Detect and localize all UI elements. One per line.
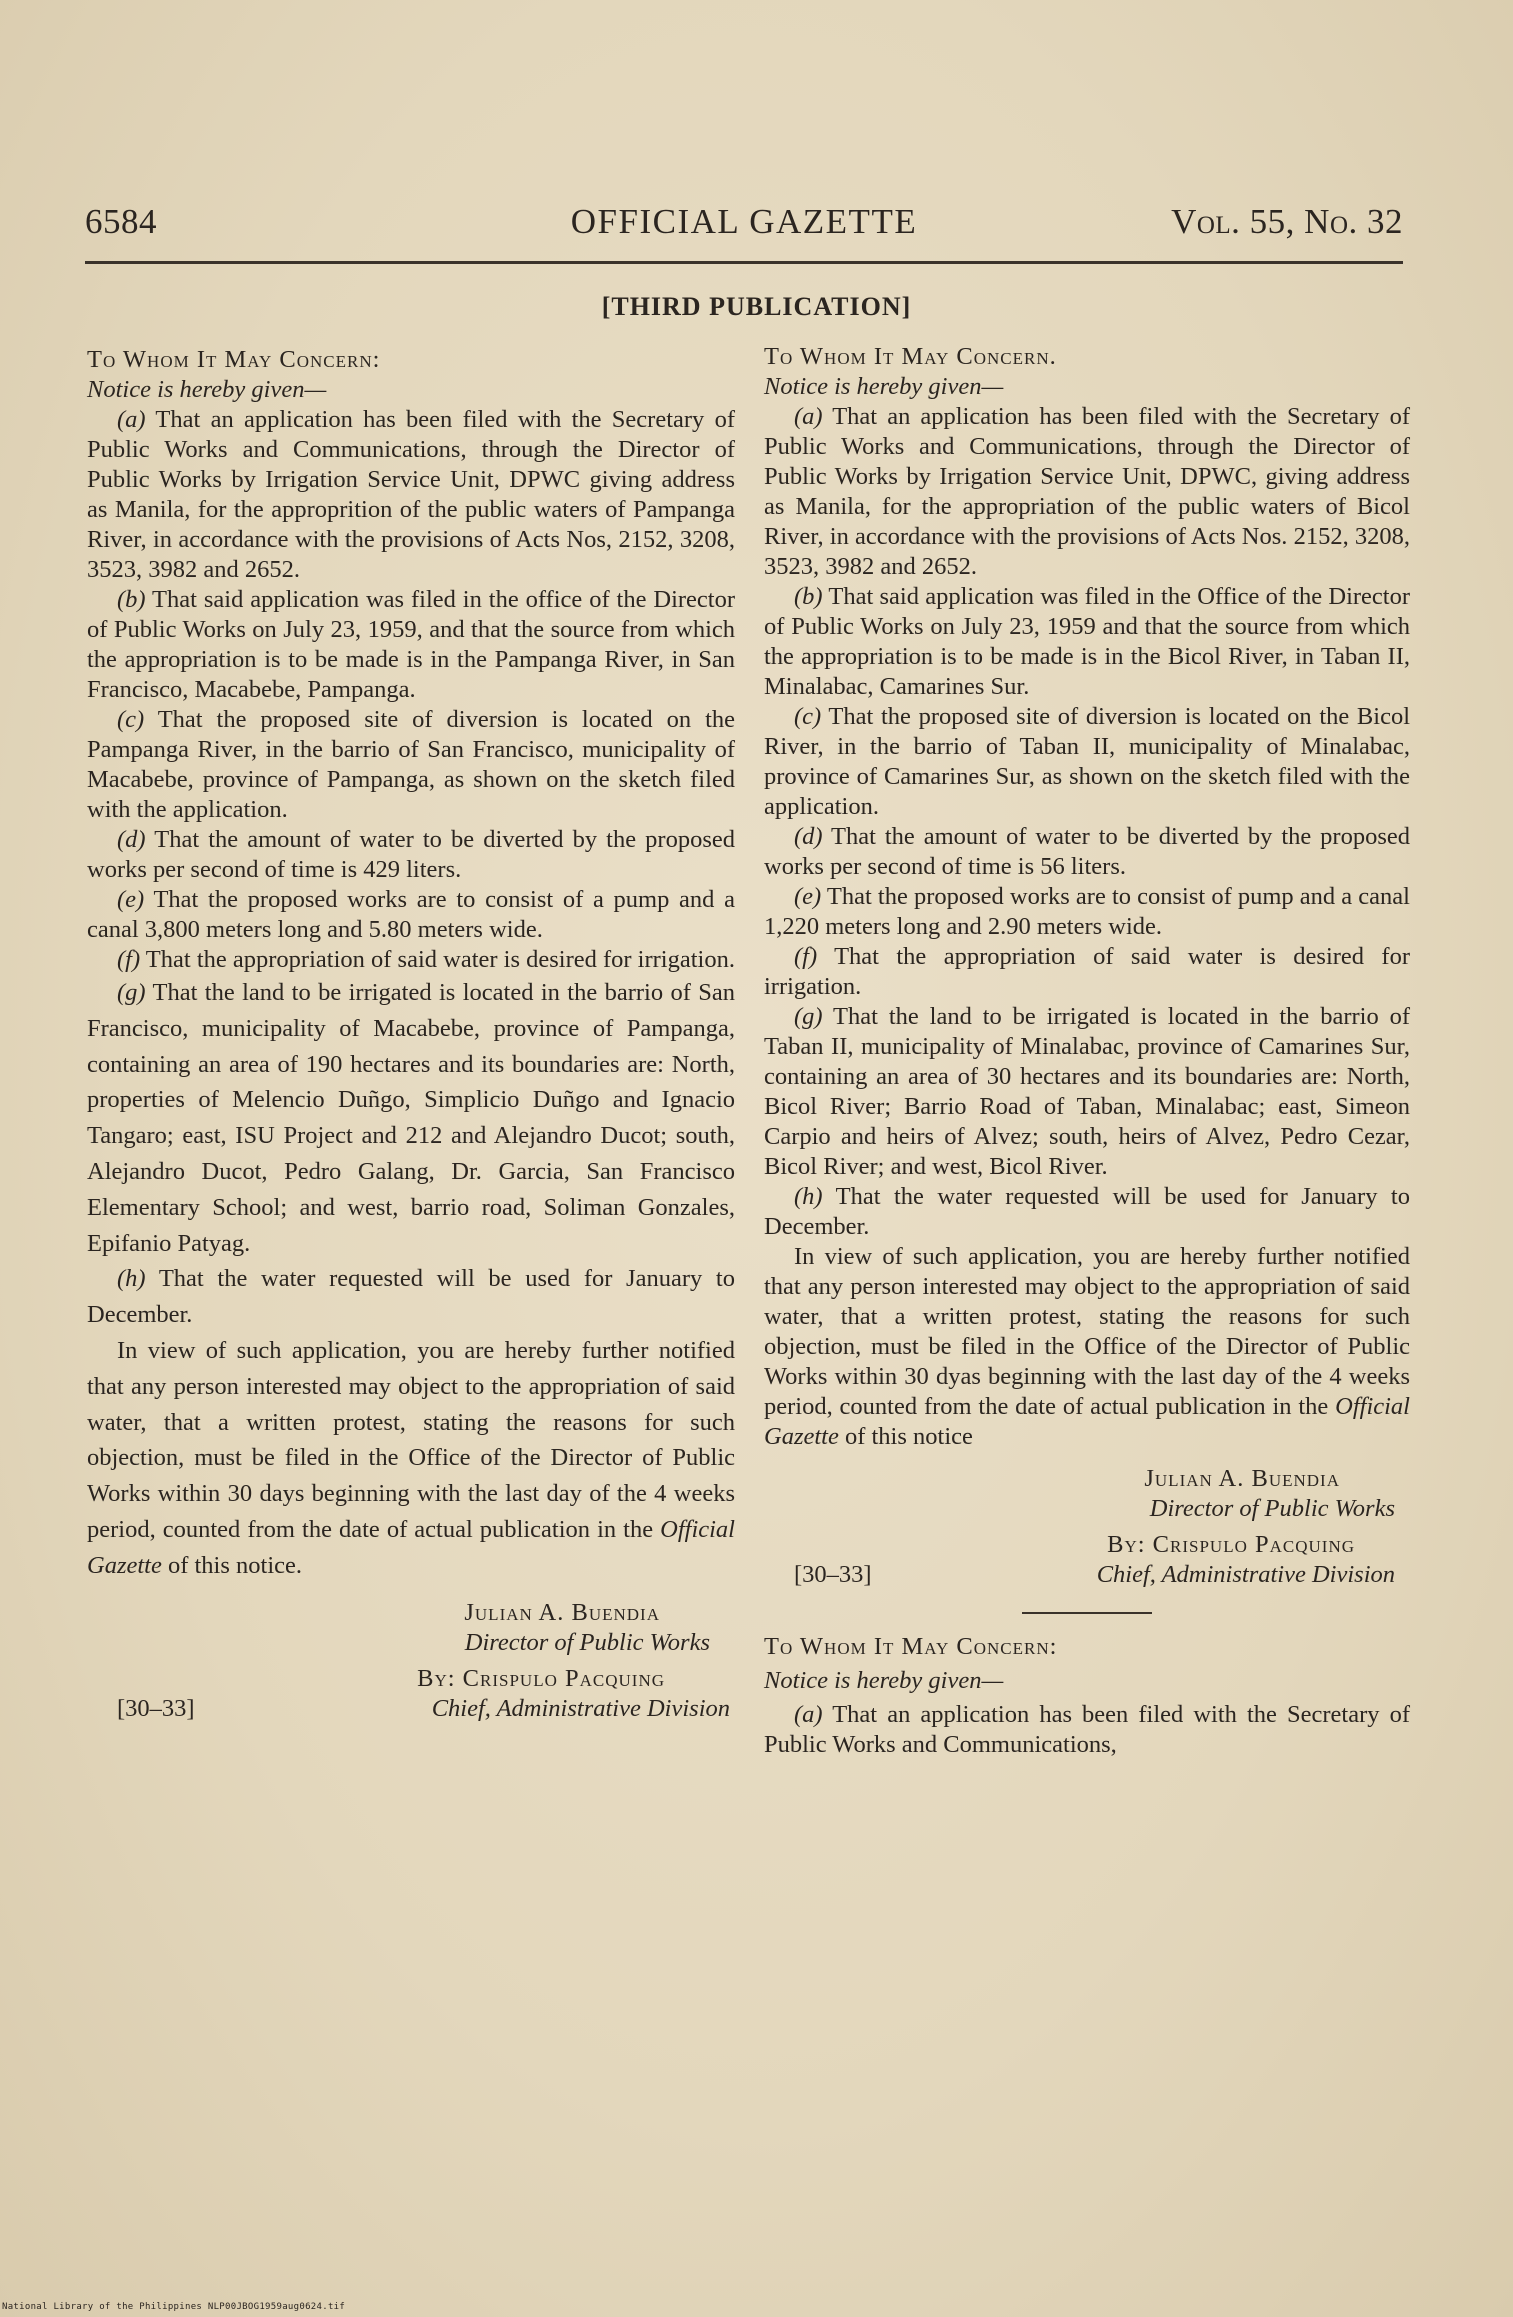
paragraph-a: (a) That an application has been filed with the Secretary of Public Works and Communications, through the Director of Public Works by Irrigation Service Unit, DPWC, giving address as Manila, for the appropriation of the public waters of Bicol River, in accordance with the provisions of Acts Nos. 2152, 3208, 3523, 3982 and 2652.: [764, 403, 1410, 580]
paragraph-h: (h) That the water requested will be used for January to December.: [87, 1265, 735, 1329]
gazette-title: OFFICIAL GAZETTE: [570, 202, 918, 241]
paragraph-f: (f) That the appropriation of said water is desired for irrigation.: [117, 946, 735, 973]
publication-code: [30–33]: [117, 1694, 195, 1722]
page-header: [85, 202, 1403, 250]
signer-title: Director of Public Works: [1149, 1495, 1395, 1522]
signature-block: [764, 1464, 1410, 1524]
signer-title: Director of Public Works: [464, 1628, 710, 1656]
paragraph-h: (h) That the water requested will be used for January to December.: [764, 1183, 1410, 1240]
salutation: To Whom It May Concern.: [764, 343, 1057, 370]
by-title-line: [87, 1694, 735, 1724]
paragraph-f: (f) That the appropriation of said water is desired for irrigation.: [764, 943, 1410, 1000]
publication-title: [THIRD PUBLICATION]: [601, 292, 912, 321]
notice-separator: [1022, 1612, 1152, 1614]
next-paragraph-a: (a) That an application has been filed with the Secretary of Public Works and Communications,: [764, 1701, 1410, 1758]
right-notice: [764, 342, 1410, 1760]
by-title: Chief, Administrative Division: [431, 1694, 730, 1722]
header-rule: [85, 261, 1403, 264]
paragraph-e: (e) That the proposed works are to consist of a pump and a canal 3,800 meters long and 5.80 meters wide.: [87, 886, 735, 943]
paragraph-d: (d) That the amount of water to be diverted by the proposed works per second of time is 56 liters.: [764, 823, 1410, 880]
closing-paragraph: In view of such application, you are hereby further notified that any person interested may object to the appropriation of said water, that a written protest, stating the reasons for such objection, must be filed in the Office of the Director of Public Works within 30 dyas beginning with the last day of the 4 weeks period, counted from the date of actual publication in the Official Gazette of this notice: [764, 1243, 1410, 1450]
paragraph-a: (a) That an application has been filed with the Secretary of Public Works and Communications, through the Director of Public Works by Irrigation Service Unit, DPWC giving address as Manila, for the approprition of the public waters of Pampanga River, in accordance with the provisions of Acts Nos, 2152, 3208, 3523, 3982 and 2652.: [87, 406, 735, 583]
signer-name: Julian A. Buendia: [1144, 1465, 1340, 1492]
page-number: 6584: [85, 202, 157, 241]
signer-name: Julian A. Buendia: [464, 1598, 660, 1626]
paragraph-b: (b) That said application was filed in the office of the Director of Public Works on July 23, 1959, and that the source from which the appropriation is to be made is in the Pampanga River, in San Francisco, Macabebe, Pampanga.: [87, 586, 735, 703]
notice-given: Notice is hereby given—: [764, 373, 1004, 400]
signature-block: [87, 1598, 735, 1658]
closing-paragraph: In view of such application, you are hereby further notified that any person interested may object to the appropriation of said water, that a written protest, stating the reasons for such objection, must be filed in the Office of the Director of Public Works within 30 days beginning with the last day of the 4 weeks period, counted from the date of actual publication in the Official Gazette of this notice.: [87, 1336, 735, 1579]
by-title-line: [764, 1560, 1410, 1590]
paragraph-g: (g) That the land to be irrigated is located in the barrio of Taban II, municipality of Minalabac, province of Camarines Sur, containing an area of 30 hectares and its boundaries are: North, Bicol River; Barrio Road of Taban, Minalabac; east, Simeon Carpio and heirs of Alvez; south, heirs of Alvez, Pedro Cezar, Bicol River; and west, Bicol River.: [764, 1003, 1410, 1180]
salutation: To Whom It May Concern:: [87, 346, 381, 373]
publication-code: [30–33]: [794, 1561, 872, 1588]
next-salutation: To Whom It May Concern:: [764, 1633, 1058, 1660]
paragraph-b: (b) That said application was filed in the Office of the Director of Public Works on July 23, 1959 and that the source from which the appropriation is to be made is in the Bicol River, in Taban II, Minalabac, Camarines Sur.: [764, 583, 1410, 700]
left-notice: [87, 345, 735, 1724]
by-line: By: Crispulo Pacquing: [1107, 1531, 1355, 1558]
paragraph-c: (c) That the proposed site of diversion is located on the Pampanga River, in the barrio of San Francisco, municipality of Macabebe, province of Pampanga, as shown on the sketch filed with the application.: [87, 706, 735, 823]
notice-given: Notice is hereby given—: [87, 376, 327, 403]
volume-number: Vol. 55, No. 32: [1171, 202, 1403, 241]
scan-footer: National Library of the Philippines NLP00JBOG1959aug0624.tif: [2, 2302, 346, 2312]
next-notice-given: Notice is hereby given—: [764, 1667, 1004, 1694]
paragraph-c: (c) That the proposed site of diversion is located on the Bicol River, in the barrio of Taban II, municipality of Minalabac, province of Camarines Sur, as shown on the sketch filed with the application.: [764, 703, 1410, 820]
paragraph-g: (g) That the land to be irrigated is located in the barrio of San Francisco, municipality of Macabebe, province of Pampanga, containing an area of 190 hectares and its boundaries are: North, properties of Melencio Duñgo, Simplicio Duñgo and Ignacio Tangaro; east, ISU Project and 212 and Alejandro Ducot; south, Alejandro Ducot, Pedro Galang, Dr. Garcia, San Francisco Elementary School; and west, barrio road, Soliman Gonzales, Epifanio Patyag.: [87, 979, 735, 1257]
by-line: By: Crispulo Pacquing: [417, 1664, 665, 1692]
paragraph-e: (e) That the proposed works are to consist of pump and a canal 1,220 meters long and 2.90 meters wide.: [764, 883, 1410, 940]
paragraph-d: (d) That the amount of water to be diverted by the proposed works per second of time is 429 liters.: [87, 826, 735, 883]
by-title: Chief, Administrative Division: [1096, 1561, 1395, 1588]
